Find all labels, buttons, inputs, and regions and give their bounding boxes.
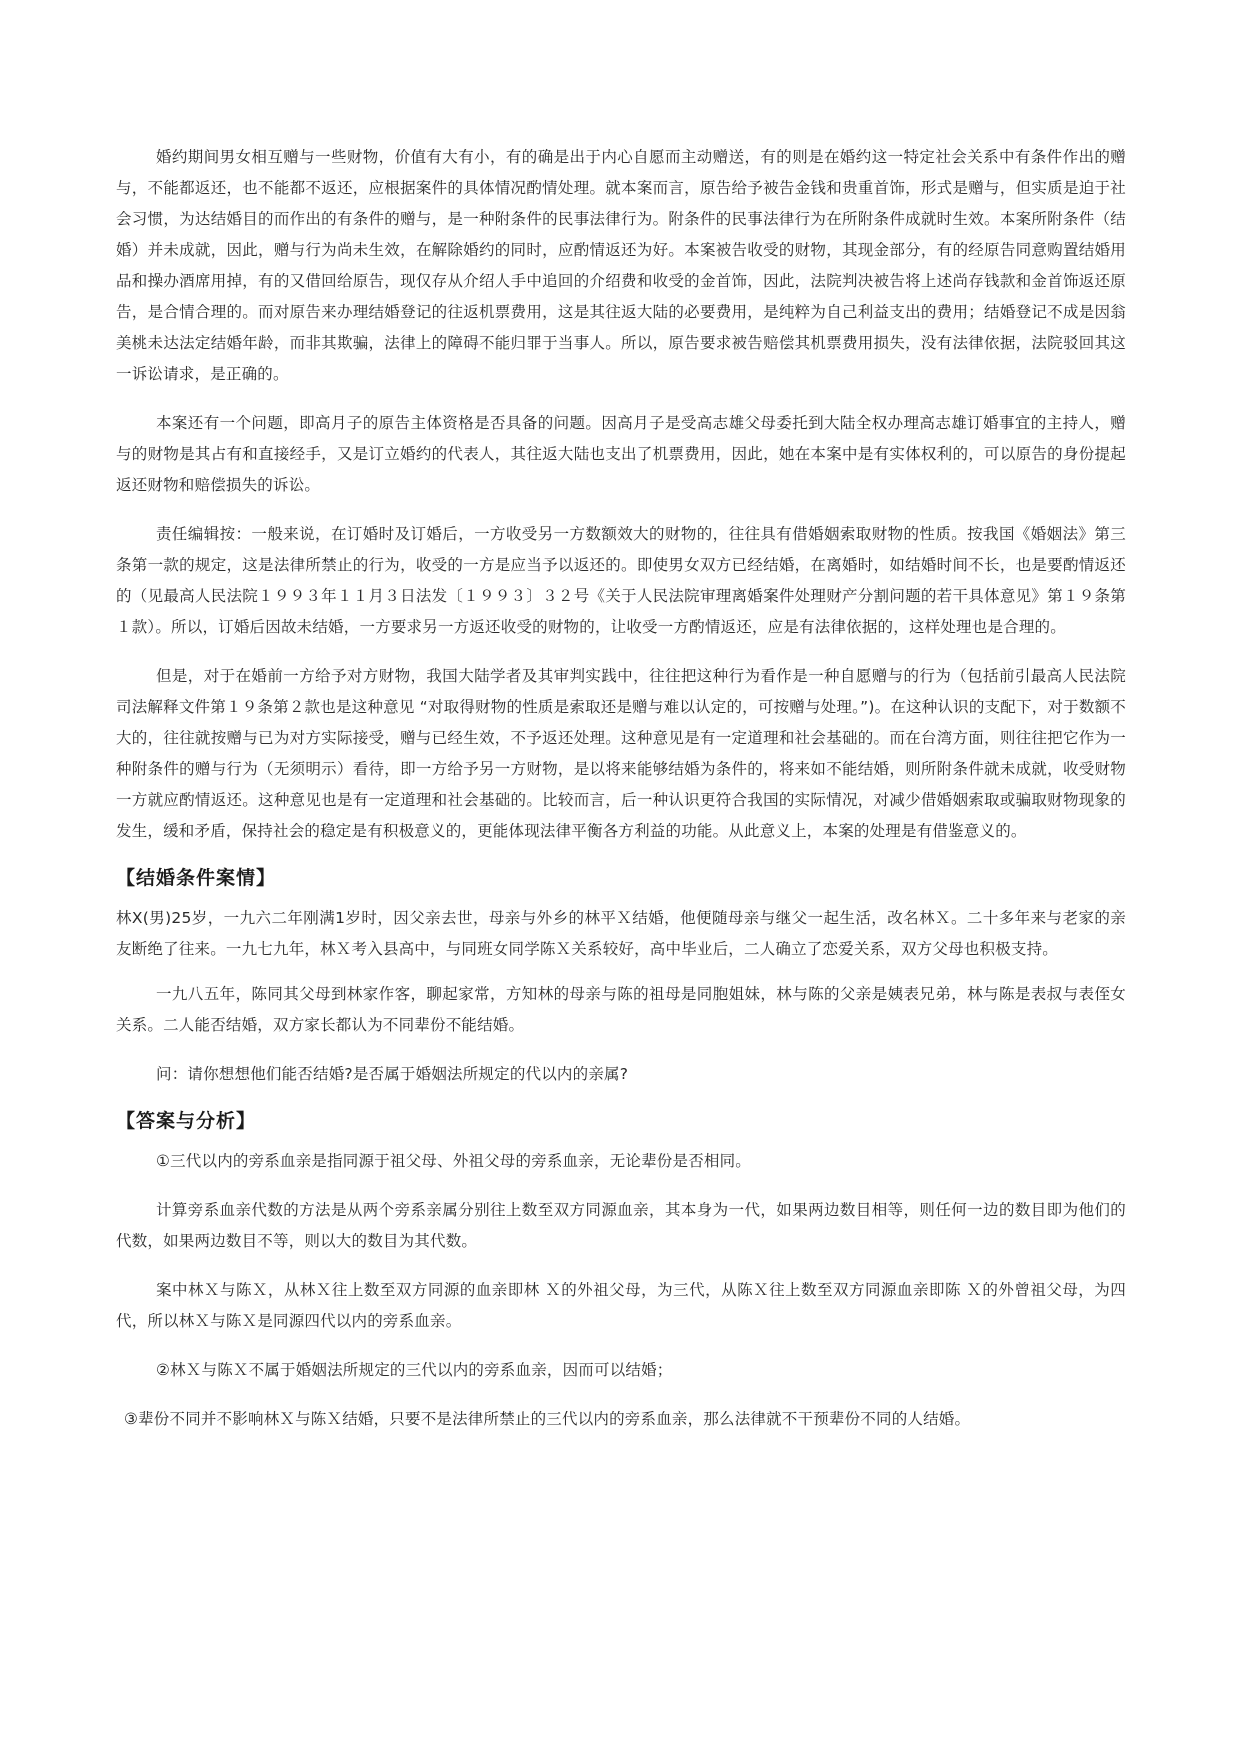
- paragraph-case-background: 林X(男)25岁，一九六二年刚满1岁时，因父亲去世，母亲与外乡的林平Ｘ结婚，他便随母亲与继父一起生活，改名林Ｘ。二十多年来与老家的亲友断绝了往来。一九七九年，林Ｘ考入县高中，与同班女同学陈Ｘ关系较好，高中毕业后，二人确立了恋爱关系，双方父母也积极支持。: [116, 909, 1126, 958]
- paragraph-plaintiff-standing: 本案还有一个问题，即高月子的原告主体资格是否具备的问题。因高月子是受高志雄父母委托到大陆全权办理高志雄订婚事宜的主持人，赠与的财物是其占有和直接经手，又是订立婚约的代表人，其往返大陆也支出了机票费用，因此，她在本案中是有实体权利的，可以原告的身份提起返还财物和赔偿损失的诉讼。: [116, 414, 1126, 494]
- paragraph-generation-method: 计算旁系血亲代数的方法是从两个旁系亲属分别往上数至双方同源血亲，其本身为一代，如果两边数目相等，则任何一边的数目即为他们的代数，如果两边数目不等，则以大的数目为其代数。: [116, 1201, 1126, 1250]
- heading-answer-analysis: 【答案与分析】: [116, 1110, 257, 1132]
- paragraph-editor-note: 责任编辑按：一般来说，在订婚时及订婚后，一方收受另一方数额效大的财物的，往往具有借婚姻索取财物的性质。按我国《婚姻法》第三条第一款的规定，这是法律所禁止的行为，收受的一方是应当予以返还的。即使男女双方已经结婚，在离婚时，如结婚时间不长，也是要酌情返还的（见最高人民法院１９９３年１１月３日法发〔１９９３〕３２号《关于人民法院审理离婚案件处理财产分割问题的若干具体意见》第１９条第１款）。所以，订婚后因故未结婚，一方要求另一方返还收受的财物的，让收受一方酌情返还，应是有法律依据的，这样处理也是合理的。: [116, 525, 1126, 636]
- paragraph-case-calculation: 案中林Ｘ与陈Ｘ，从林Ｘ往上数至双方同源的血亲即林 Ｘ的外祖父母，为三代，从陈Ｘ往上数至双方同源血亲即陈 Ｘ的外曾祖父母，为四代，所以林Ｘ与陈Ｘ是同源四代以内的旁系血亲。: [116, 1281, 1126, 1330]
- heading-marriage-case: 【结婚条件案情】: [116, 867, 277, 889]
- document-page: [116, 142, 1126, 1435]
- paragraph-case-relationship: 一九八五年，陈同其父母到林家作客，聊起家常，方知林的母亲与陈的祖母是同胞姐妹，林与陈的父亲是姨表兄弟，林与陈是表叔与表侄女关系。二人能否结婚，双方家长都认为不同辈份不能结婚。: [116, 985, 1126, 1034]
- paragraph-comparison: 但是，对于在婚前一方给予对方财物，我国大陆学者及其审判实践中，往往把这种行为看作是一种自愿赠与的行为（包括前引最高人民法院司法解释文件第１９条第２款也是这种意见 “对取得财物的性质是索取还是赠与难以认定的，可按赠与处理。”)。在这种认识的支配下，对于数额不大的，往往就按赠与已为对方实际接受，赠与已经生效，不予返还处理。这种意见是有一定道理和社会基础的。而在台湾方面，则往往把它作为一种附条件的赠与行为（无须明示）看待，即一方给予另一方财物，是以将来能够结婚为条件的，将来如不能结婚，则所附条件就未成就，收受财物一方就应酌情返还。这种意见也是有一定道理和社会基础的。比较而言，后一种认识更符合我国的实际情况，对减少借婚姻索取或骗取财物现象的发生，缓和矛盾，保持社会的稳定是有积极意义的，更能体现法律平衡各方利益的功能。从此意义上，本案的处理是有借鉴意义的。: [116, 667, 1126, 840]
- paragraph-gift-analysis: 婚约期间男女相互赠与一些财物，价值有大有小，有的确是出于内心自愿而主动赠送，有的则是在婚约这一特定社会关系中有条件作出的赠与，不能都返还，也不能都不返还，应根据案件的具体情况酌情处理。就本案而言，原告给予被告金钱和贵重首饰，形式是赠与，但实质是迫于社会习惯，为达结婚目的而作出的有条件的赠与，是一种附条件的民事法律行为。附条件的民事法律行为在所附条件成就时生效。本案所附条件（结婚）并未成就，因此，赠与行为尚未生效，在解除婚约的同时，应酌情返还为好。本案被告收受的财物，其现金部分，有的经原告同意购置结婚用品和操办酒席用掉，有的又借回给原告，现仅存从介绍人手中追回的介绍费和收受的金首饰，因此，法院判决被告将上述尚存钱款和金首饰返还原告，是合情合理的。而对原告来办理结婚登记的往返机票费用，这是其往返大陆的必要费用，是纯粹为自己利益支出的费用；结婚登记不成是因翁美桃未达法定结婚年龄，而非其欺骗，法律上的障碍不能归罪于当事人。所以，原告要求被告赔偿其机票费用损失，没有法律依据，法院驳回其这一诉讼请求，是正确的。: [116, 148, 1126, 383]
- paragraph-answer-3: ③辈份不同并不影响林Ｘ与陈Ｘ结婚，只要不是法律所禁止的三代以内的旁系血亲，那么法律就不干预辈份不同的人结婚。: [124, 1410, 971, 1428]
- paragraph-question: 问：请你想想他们能否结婚?是否属于婚姻法所规定的代以内的亲属?: [156, 1065, 629, 1083]
- paragraph-answer-1: ①三代以内的旁系血亲是指同源于祖父母、外祖父母的旁系血亲，无论辈份是否相同。: [156, 1152, 751, 1170]
- paragraph-answer-2: ②林Ｘ与陈Ｘ不属于婚姻法所规定的三代以内的旁系血亲，因而可以结婚；: [156, 1361, 673, 1379]
